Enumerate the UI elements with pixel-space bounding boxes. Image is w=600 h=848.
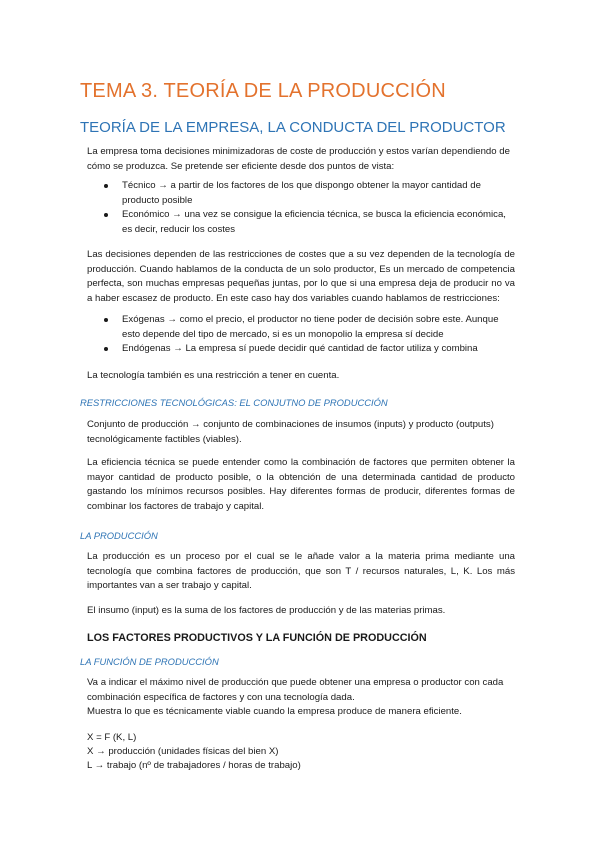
formula-line: L → trabajo (nº de trabajadores / horas de trabajo) <box>87 760 301 771</box>
technical-efficiency-paragraph: La eficiencia técnica se puede entender como la combinación de factores que permiten obtener la mayor cantidad de producto posible, o la obtención de una determinada cantidad de producto gastando los mínimos recursos posibles. Hay diferentes formas de producir, diferentes formas de combinar los factores de trabajo y capital. <box>87 457 515 512</box>
bullet-icon <box>104 184 108 188</box>
page-title: TEMA 3. TEORÍA DE LA PRODUCCIÓN <box>80 80 446 102</box>
formula-line: X = F (K, L) <box>87 732 137 743</box>
input-paragraph: El insumo (input) es la suma de los factores de producción y de las materias primas. <box>87 605 446 616</box>
decisions-paragraph: Las decisiones dependen de las restricciones de costes que a su vez dependen de la tecnología de producción. Cuando hablamos de la conducta de un solo productor, Es un mercado de competencia perfecta, son muchas empresas pequeñas juntas, por lo que si una empresa deja de producir no va a haber escasez de producto. En este caso hay dos variables cuando hablamos de restricciones: <box>87 249 515 304</box>
variables-list <box>104 313 515 357</box>
efficiency-list <box>104 179 515 237</box>
list-item: Técnico → a partir de los factores de los que dispongo obtener la mayor cantidad de producto posible <box>104 179 515 208</box>
section-heading-theory: TEORÍA DE LA EMPRESA, LA CONDUCTA DEL PRODUCTOR <box>80 119 506 136</box>
bullet-icon <box>104 347 108 351</box>
section-heading-restrictions: RESTRICCIONES TECNOLÓGICAS: EL CONJUTNO DE PRODUCCIÓN <box>80 397 388 408</box>
list-item: Endógenas → La empresa sí puede decidir qué cantidad de factor utiliza y combina <box>104 342 515 357</box>
section-heading-factors: LOS FACTORES PRODUCTIVOS Y LA FUNCIÓN DE PRODUCCIÓN <box>87 632 427 644</box>
section-heading-function: LA FUNCIÓN DE PRODUCCIÓN <box>80 656 219 667</box>
formula-line: X → producción (unidades físicas del bien X) <box>87 746 279 757</box>
bullet-icon <box>104 318 108 322</box>
function-paragraph: Va a indicar el máximo nivel de producción que puede obtener una empresa o productor con cada combinación específica de factores y con una tecnología dada. <box>87 677 504 703</box>
bullet-icon <box>104 213 108 217</box>
production-paragraph: La producción es un proceso por el cual se le añade valor a la materia prima mediante una tecnología que combina factores de producción, que son T / recursos naturales, L, K. Los más importantes van a ser trabajo y capital. <box>87 551 515 592</box>
technology-note: La tecnología también es una restricción a tener en cuenta. <box>87 370 340 381</box>
section-heading-production: LA PRODUCCIÓN <box>80 530 158 541</box>
production-set-paragraph: Conjunto de producción → conjunto de combinaciones de insumos (inputs) y producto (outputs) tecnológicamente factibles (viables). <box>87 419 494 445</box>
intro-paragraph: La empresa toma decisiones minimizadoras de coste de producción y estos varían dependiendo de cómo se produzca. Se pretende ser eficiente desde dos puntos de vista: <box>87 146 510 172</box>
function-paragraph-2: Muestra lo que es técnicamente viable cuando la empresa produce de manera eficiente. <box>87 706 462 717</box>
list-item: Exógenas → como el precio, el productor no tiene poder de decisión sobre este. Aunque esto depende del tipo de mercado, si es un monopolio la empresa sí decide <box>104 313 515 342</box>
list-item: Económico → una vez se consigue la eficiencia técnica, se busca la eficiencia económica, es decir, reducir los costes <box>104 208 515 237</box>
